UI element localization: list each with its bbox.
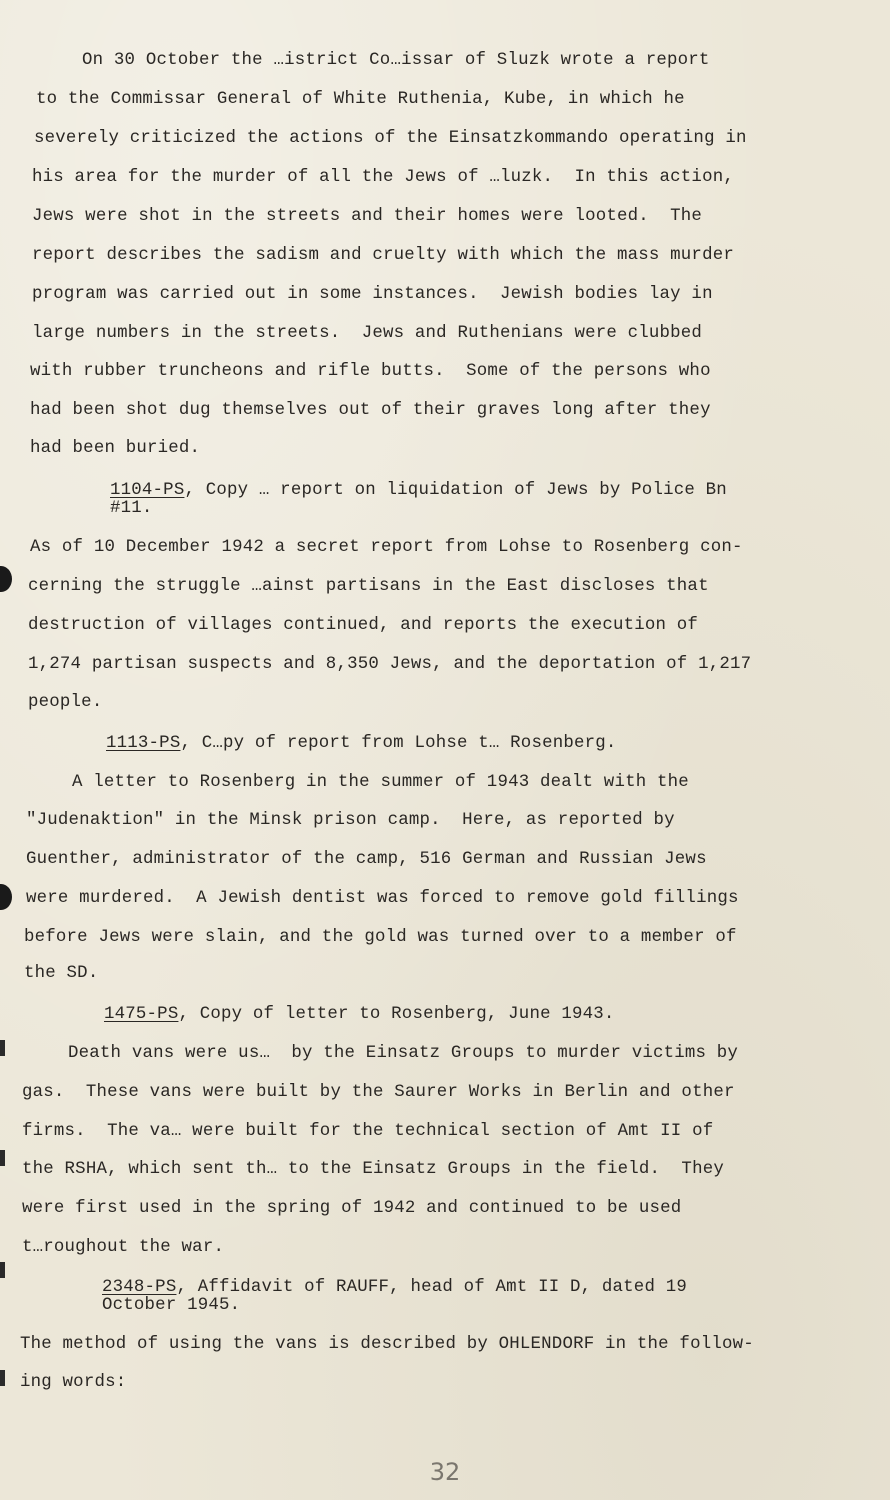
binding-mark — [0, 1150, 5, 1166]
paragraph-1-line: had been shot dug themselves out of their graves long after they — [30, 401, 711, 420]
paragraph-3-line: before Jews were slain, and the gold was turned over to a member of — [24, 928, 737, 947]
paragraph-3-line: the SD. — [24, 964, 99, 983]
paragraph-4-line: the RSHA, which sent th… to the Einsatz Groups in the field. They — [22, 1160, 724, 1179]
paragraph-3-line: Guenther, administrator of the camp, 516 German and Russian Jews — [26, 850, 707, 869]
punch-hole — [0, 884, 12, 910]
citation-text: , Affidavit of RAUFF, head of Amt II D, dated 19 — [176, 1278, 687, 1297]
citation-ref: 1113-PS — [106, 734, 181, 753]
paragraph-3-line: "Judenaktion" in the Minsk prison camp. Here, as reported by — [26, 811, 675, 830]
citation-1113-ps — [106, 733, 617, 755]
paragraph-4-line: firms. The va… were built for the technical section of Amt II of — [22, 1122, 714, 1141]
paragraph-4-line: gas. These vans were built by the Saurer Works in Berlin and other — [22, 1083, 735, 1102]
citation-continuation: #11. — [110, 499, 153, 518]
citation-1475-ps — [104, 1004, 615, 1026]
paragraph-2-line: As of 10 December 1942 a secret report from Lohse to Rosenberg con- — [30, 538, 743, 557]
paragraph-4-line: t…roughout the war. — [22, 1238, 225, 1257]
page-number: 32 — [429, 1458, 461, 1486]
paragraph-3-line: were murdered. A Jewish dentist was forced to remove gold fillings — [26, 889, 739, 908]
paragraph-1-line: On 30 October the …istrict Co…issar of Sluzk wrote a report — [82, 51, 710, 70]
paragraph-3-line: A letter to Rosenberg in the summer of 1943 dealt with the — [72, 773, 689, 792]
paragraph-2-line: 1,274 partisan suspects and 8,350 Jews, and the deportation of 1,217 — [28, 655, 752, 674]
paragraph-2-line: people. — [28, 693, 103, 712]
paragraph-2-line: destruction of villages continued, and reports the execution of — [28, 616, 699, 635]
binding-mark — [0, 1370, 5, 1386]
paragraph-1-line: with rubber truncheons and rifle butts. Some of the persons who — [30, 362, 711, 381]
paragraph-5-line: ing words: — [20, 1373, 127, 1392]
citation-ref: 2348-PS — [102, 1278, 177, 1297]
paragraph-1-line: had been buried. — [30, 439, 201, 458]
paragraph-4-line: Death vans were us… by the Einsatz Groups to murder victims by — [68, 1044, 739, 1063]
citation-ref: 1475-PS — [104, 1005, 179, 1024]
paragraph-1-line: program was carried out in some instances. Jewish bodies lay in — [32, 285, 713, 304]
paragraph-1-line: report describes the sadism and cruelty with which the mass murder — [32, 246, 734, 265]
citation-text: , Copy of letter to Rosenberg, June 1943. — [178, 1005, 615, 1024]
binding-mark — [0, 1262, 5, 1278]
paragraph-1-line: his area for the murder of all the Jews of …luzk. In this action, — [32, 168, 734, 187]
citation-ref: 1104-PS — [110, 481, 185, 500]
citation-continuation: October 1945. — [102, 1296, 241, 1315]
paragraph-1-line: large numbers in the streets. Jews and Ruthenians were clubbed — [32, 324, 703, 343]
citation-1104-ps — [110, 480, 727, 502]
paragraph-4-line: were first used in the spring of 1942 and continued to be used — [22, 1199, 682, 1218]
citation-text: , C…py of report from Lohse t… Rosenberg. — [180, 734, 617, 753]
paragraph-2-line: cerning the struggle …ainst partisans in the East discloses that — [28, 577, 709, 596]
paragraph-1-line: severely criticized the actions of the Einsatzkommando operating in — [34, 129, 747, 148]
citation-text: , Copy … report on liquidation of Jews by Police Bn — [184, 481, 727, 500]
paragraph-1-line: to the Commissar General of White Ruthenia, Kube, in which he — [36, 90, 685, 109]
paragraph-1-line: Jews were shot in the streets and their homes were looted. The — [32, 207, 703, 226]
punch-hole — [0, 566, 12, 592]
paragraph-5-line: The method of using the vans is described by OHLENDORF in the follow- — [20, 1335, 754, 1354]
binding-mark — [0, 1040, 5, 1056]
